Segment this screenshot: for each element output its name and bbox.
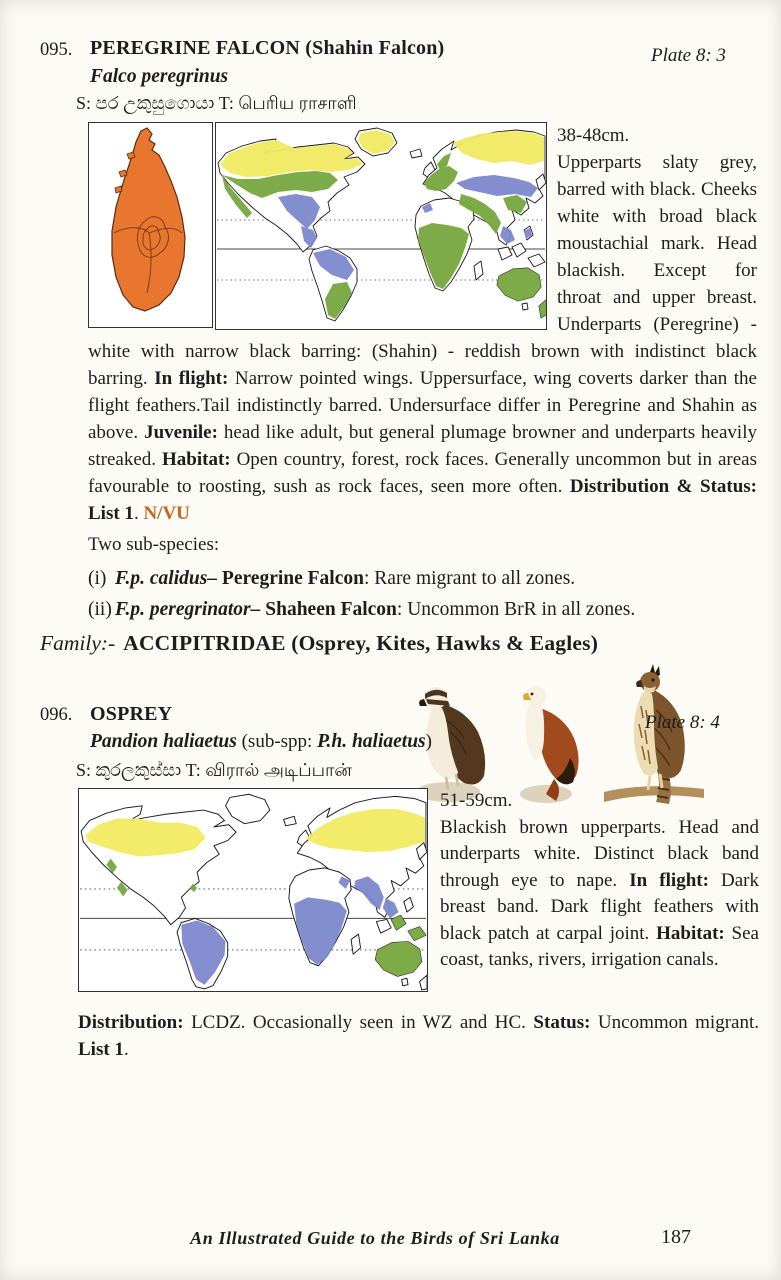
sri-lanka-map-graphic: [89, 123, 212, 327]
desc-text: .: [133, 503, 144, 524]
species-number: 096.: [40, 705, 73, 725]
subspecies-intro: Two sub-species:: [88, 534, 220, 555]
desc-text: Narrow pointed wings. Uppersurface, wing coverts darker than the flight feathers.Tail indistinctly barred. Undersurface differ in Peregrine and Shahin as above.: [88, 368, 757, 443]
desc-text: Sea coast, tanks, rivers, irrigation canals.: [440, 922, 759, 970]
distribution-maps: [78, 788, 428, 992]
subspecies-common: Peregrine Falcon: [221, 568, 364, 589]
species-title: OSPREY: [90, 703, 173, 725]
desc-text: Upperparts slaty grey, barred with black. Cheeks white with broad black moustachial mark. Head blackish. Except for throat and upper breast. Underparts (Peregrine) - white with narrow black barring: (Shahin) - reddish brown with indistinct black barring.: [88, 152, 757, 389]
juvenile-label: Juvenile:: [144, 422, 218, 443]
distribution-status-label: Distribution & Status: List 1: [88, 476, 758, 524]
desc-text: head like adult, but general plumage browner and underparts heavily streaked.: [88, 422, 757, 470]
subspecies-index: (i): [88, 568, 107, 589]
desc-text: .: [123, 1038, 129, 1060]
subspecies-item: [88, 563, 757, 594]
sri-lanka-distribution-map: [88, 122, 213, 328]
family-name: ACCIPITRIDAE (Osprey, Kites, Hawks & Eagles): [123, 631, 599, 655]
habitat-label: Habitat:: [656, 922, 725, 944]
species-title: PEREGRINE FALCON (Shahin Falcon): [90, 37, 445, 59]
subspecies-common: Shaheen Falcon: [265, 599, 397, 620]
scientific-name: [90, 731, 432, 753]
brahminy-kite-painting: [520, 686, 579, 803]
size-text: 51-59cm.: [440, 790, 513, 811]
subspecies-note: : Rare migrant to all zones.: [363, 568, 576, 589]
desc-text: Blackish brown upperparts. Head and underparts white. Distinct black band through eye to nape.: [440, 816, 759, 891]
status-label: Status:: [533, 1012, 591, 1033]
in-flight-label: In flight:: [629, 869, 709, 891]
sci-subspp-close: ): [425, 731, 432, 752]
local-names: S: පර උකුසුගොයා T: பெரிய ராசாளி: [76, 93, 357, 113]
local-names: S: කුරලකුස්සා T: விரால் அடிப்பான்: [76, 760, 352, 780]
sci-subspp-open: (sub-spp:: [236, 731, 318, 752]
species-number: 095.: [40, 40, 73, 60]
desc-text: Open country, forest, rock faces. Generally uncommon but in areas favourable to roosting, sush as rock faces, seen more often.: [88, 449, 757, 497]
family-heading: [40, 631, 598, 656]
subspecies-sci: F.p. calidus–: [115, 568, 218, 589]
world-distribution-map-peregrine: [215, 122, 547, 330]
status-badge: N/VU: [143, 503, 190, 524]
plate-reference: Plate 8: 3: [651, 45, 726, 66]
species-095-body: [88, 122, 757, 625]
distribution-paragraph: [78, 1008, 759, 1063]
page-number: 187: [661, 1226, 691, 1248]
plate-reference: Plate 8: 4: [645, 712, 720, 733]
subspecies-note: : Uncommon BrR in all zones.: [396, 599, 636, 620]
size-text: 38-48cm.: [557, 125, 630, 146]
sci-subspecies: P.h. haliaetus: [317, 731, 426, 752]
habitat-label: Habitat:: [162, 449, 231, 470]
world-map-osprey-graphic: [79, 789, 427, 991]
distribution-label: Distribution:: [78, 1012, 184, 1033]
desc-text: Uncommon migrant.: [590, 1012, 759, 1033]
world-distribution-map-osprey: [78, 788, 428, 992]
family-prefix: Family:-: [40, 631, 116, 655]
world-map-peregrine-graphic: [216, 123, 546, 329]
desc-text: Dark breast band. Dark flight feathers with black patch at carpal joint.: [440, 869, 759, 944]
footer-book-title: An Illustrated Guide to the Birds of Sri Lanka: [190, 1228, 560, 1248]
scientific-name: Falco peregrinus: [90, 66, 229, 87]
desc-text: LCDZ. Occasionally seen in WZ and HC.: [183, 1012, 534, 1033]
subspecies-sci: F.p. peregrinator–: [115, 599, 261, 620]
sci-binomial: Pandion haliaetus: [90, 731, 237, 752]
in-flight-label: In flight:: [154, 368, 229, 389]
species-096-body: [78, 788, 759, 1063]
list-label: List 1: [78, 1038, 124, 1060]
distribution-maps: [88, 122, 547, 330]
subspecies-index: (ii): [88, 599, 112, 620]
hawk-eagle-painting: [604, 664, 704, 804]
subspecies-item: [88, 594, 757, 625]
